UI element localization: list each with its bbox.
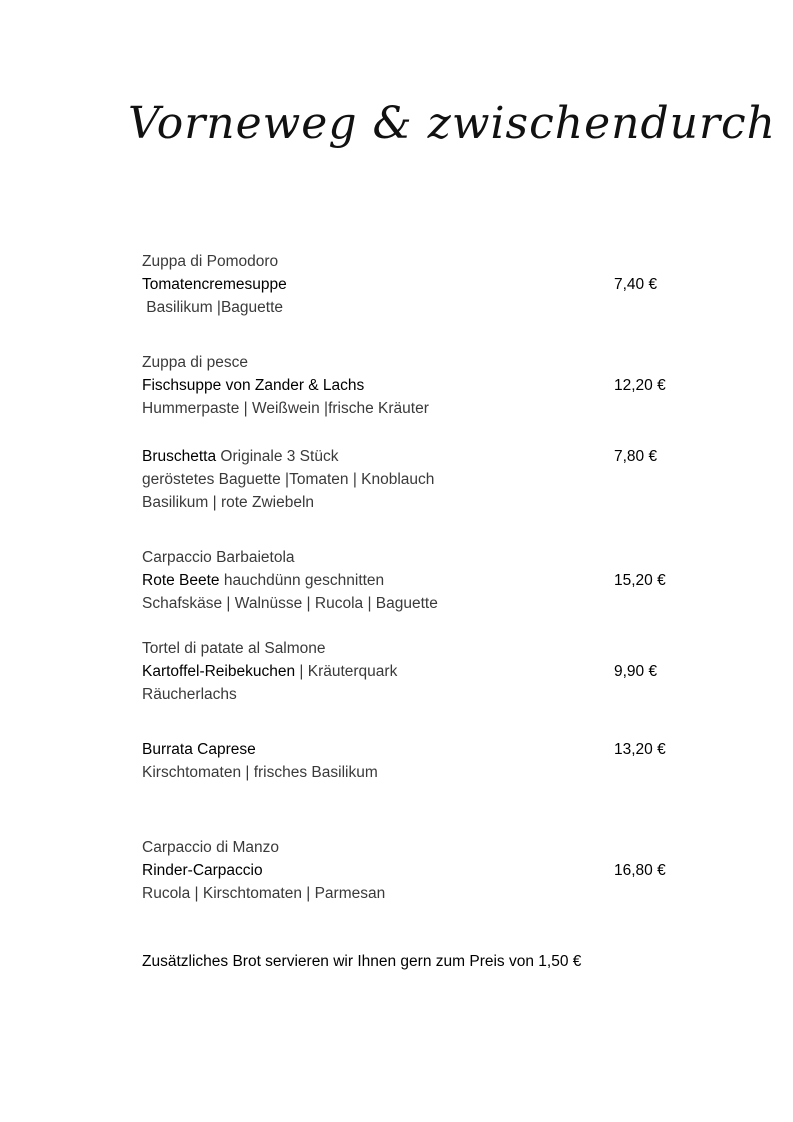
item-name: Kartoffel-Reibekuchen (142, 663, 296, 680)
item-name-extra: hauchdünn geschnitten (219, 572, 385, 589)
item-details: Hummerpaste | Weißwein |frische Kräuter (142, 400, 429, 417)
item-price: 15,20 € (614, 572, 666, 589)
item-subtitle: Zuppa di pesce (142, 354, 248, 371)
item-details: Schafskäse | Walnüsse | Rucola | Baguette (142, 595, 438, 612)
item-price: 13,20 € (614, 741, 666, 758)
item-name-line (142, 740, 256, 760)
item-details: Basilikum | rote Zwiebeln (142, 494, 315, 511)
item-details: Kirschtomaten | frisches Basilikum (142, 764, 378, 781)
item-name-line (142, 447, 338, 467)
item-name-line (142, 662, 397, 682)
item-price: 12,20 € (614, 377, 666, 394)
item-subtitle: Zuppa di Pomodoro (142, 253, 279, 270)
item-price: 7,40 € (614, 276, 658, 293)
page-heading: Vorneweg & zwischendurch (128, 98, 777, 149)
item-name: Rinder-Carpaccio (142, 862, 263, 879)
item-name-line (142, 861, 263, 881)
bread-note: Zusätzliches Brot servieren wir Ihnen gern zum Preis von 1,50 € (142, 953, 582, 970)
item-name-extra: Originale 3 Stück (216, 448, 339, 465)
item-name: Rote Beete (142, 572, 220, 589)
item-name: Burrata Caprese (142, 741, 256, 758)
item-name-line (142, 571, 384, 591)
item-details: Räucherlachs (142, 686, 237, 703)
item-details: Rucola | Kirschtomaten | Parmesan (142, 885, 386, 902)
item-price: 16,80 € (614, 862, 666, 879)
item-name: Fischsuppe von Zander & Lachs (142, 377, 365, 394)
item-subtitle: Tortel di patate al Salmone (142, 640, 326, 657)
item-subtitle: Carpaccio di Manzo (142, 839, 279, 856)
item-name-line (142, 376, 364, 396)
item-name-line (142, 275, 287, 295)
item-price: 9,90 € (614, 663, 658, 680)
item-subtitle: Carpaccio Barbaietola (142, 549, 295, 566)
item-details: Basilikum |Baguette (142, 299, 284, 316)
item-name: Bruschetta (142, 448, 217, 465)
item-price: 7,80 € (614, 448, 658, 465)
item-name: Tomatencremesuppe (142, 276, 287, 293)
item-details: geröstetes Baguette |Tomaten | Knoblauch (142, 471, 435, 488)
item-name-extra: | Kräuterquark (295, 663, 398, 680)
